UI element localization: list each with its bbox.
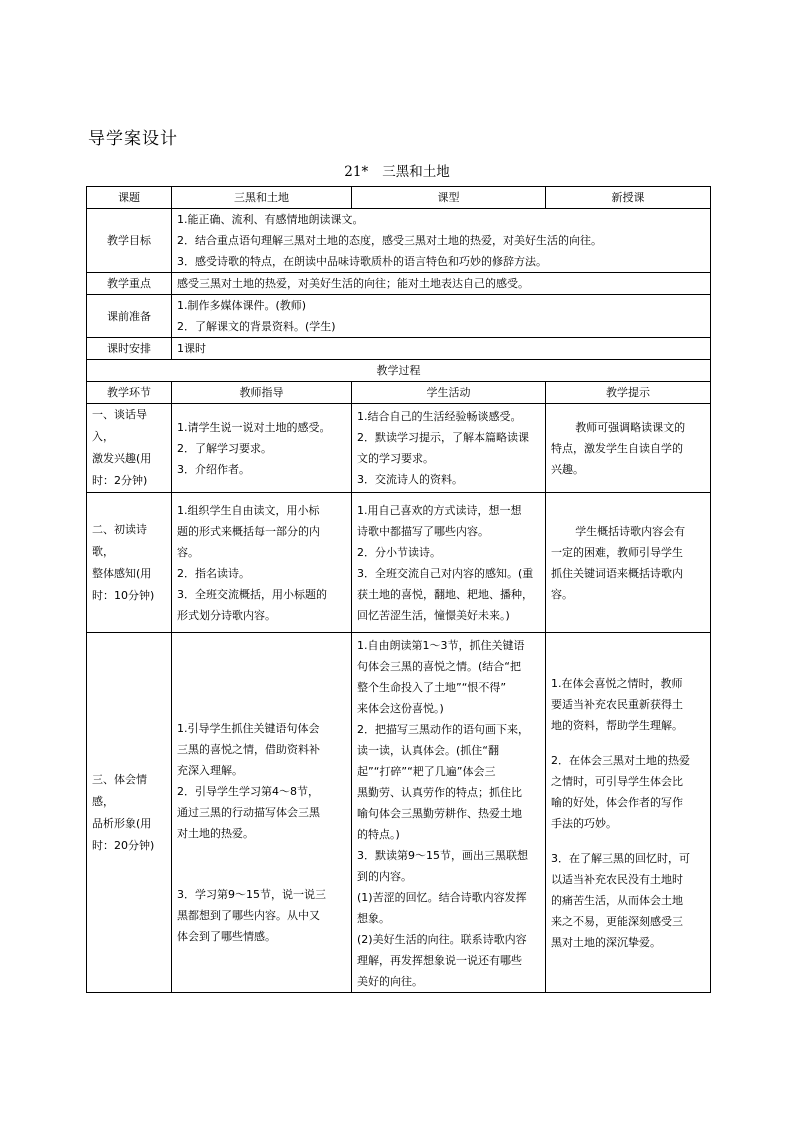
process-row xyxy=(87,493,711,633)
hint-line: 地的资料，帮助学生理解。 xyxy=(551,718,683,732)
student-line: 3．交流诗人的资料。 xyxy=(357,473,463,486)
lesson-name: 三黑和土地 xyxy=(382,164,450,180)
teacher-cell xyxy=(172,404,352,493)
student-line: 3．默读第9～15节，画出三黑联想 xyxy=(357,849,528,862)
process-header-row xyxy=(87,382,711,404)
hint-line: 要适当补充农民重新获得土 xyxy=(551,697,683,711)
student-line: 2．默读学习提示，了解本篇略读课 xyxy=(357,431,529,444)
hint-line: 喻的好处，体会作者的写作 xyxy=(551,795,683,809)
stage-line: 时：20分钟) xyxy=(92,838,155,852)
prep-list xyxy=(172,295,711,338)
hours-label: 课时安排 xyxy=(87,338,172,360)
student-line: 1.结合自己的生活经验畅谈感受。 xyxy=(357,410,522,423)
header-student: 学生活动 xyxy=(352,382,546,404)
stage-line: 时：10分钟) xyxy=(92,588,155,602)
info-row-prep xyxy=(87,295,711,338)
goals-label: 教学目标 xyxy=(87,209,172,273)
process-title-row xyxy=(87,360,711,382)
student-line: 2．分小节读诗。 xyxy=(357,545,441,559)
goal-item: 2．结合重点语句理解三黑对土地的态度，感受三黑对土地的热爱，对美好生活的向往。 xyxy=(177,234,602,247)
teacher-line: 3．介绍作者。 xyxy=(177,462,250,476)
teacher-line: 三黑的喜悦之情，借助资料补 xyxy=(177,743,320,756)
prep-item: 1.制作多媒体课件。(教师) xyxy=(177,299,307,312)
hint-cell xyxy=(546,633,711,993)
teacher-line: 1.组织学生自由读文，用小标 xyxy=(177,503,320,517)
student-line: 整个生命投入了土地”“恨不得” xyxy=(357,681,507,694)
lesson-plan-table xyxy=(86,186,711,993)
teacher-line: 题的形式来概括每一部分的内 xyxy=(177,524,320,538)
hint-cell xyxy=(546,493,711,633)
teacher-line: 2．了解学习要求。 xyxy=(177,441,272,455)
student-line: 到的内容。 xyxy=(357,870,412,883)
teacher-line: 1.引导学生抓住关键语句体会 xyxy=(177,722,320,735)
student-line: 2．把描写三黑动作的语句画下来， xyxy=(357,723,529,736)
teacher-line: 2．指名读诗。 xyxy=(177,566,250,580)
stage-cell xyxy=(87,404,172,493)
type-label: 课型 xyxy=(352,187,546,209)
student-line: 诗歌中都描写了哪些内容。 xyxy=(357,524,489,538)
student-cell xyxy=(352,404,546,493)
student-line: 1.自由朗读第1～3节，抓住关键语 xyxy=(357,639,525,652)
hint-line: 手法的巧妙。 xyxy=(551,816,617,830)
teacher-cell xyxy=(172,493,352,633)
hint-line: 2．在体会三黑对土地的热爱 xyxy=(551,753,690,767)
student-line: 文的学习要求。 xyxy=(357,452,434,465)
hint-line: 的痛苦生活，从而体会土地 xyxy=(551,893,683,907)
student-line: 来体会这份喜悦。) xyxy=(357,702,444,715)
document-heading: 导学案设计 xyxy=(88,129,178,149)
student-line: (2)美好生活的向往。联系诗歌内容 xyxy=(357,933,527,946)
student-line: (1)苦涩的回忆。结合诗歌内容发挥 xyxy=(357,891,527,904)
hint-block xyxy=(551,750,705,834)
hint-cell xyxy=(546,404,711,493)
stage-line: 整体感知(用 xyxy=(92,566,152,580)
hint-line: 一定的困难，教师引导学生 xyxy=(551,545,683,559)
hint-line: 兴趣。 xyxy=(551,462,584,476)
hint-line: 1.在体会喜悦之情时，教师 xyxy=(551,676,683,690)
student-line: 想象。 xyxy=(357,912,390,925)
focus-value: 感受三黑对土地的热爱，对美好生活的向往；能对土地表达自己的感受。 xyxy=(172,273,711,295)
hint-line: 黑对土地的深沉挚爱。 xyxy=(551,935,661,949)
focus-label: 教学重点 xyxy=(87,273,172,295)
lesson-title xyxy=(0,160,794,180)
prep-label: 课前准备 xyxy=(87,295,172,338)
process-title: 教学过程 xyxy=(87,360,711,382)
goals-list xyxy=(172,209,711,273)
teacher-line: 2．引导学生学习第4～8节， xyxy=(177,785,319,798)
header-stage: 教学环节 xyxy=(87,382,172,404)
student-line: 回忆苦涩生活，憧憬美好未来。) xyxy=(357,608,510,622)
hint-line: 教师可强调略读课文的 xyxy=(575,420,686,434)
student-line: 黑勤劳、认真劳作的特点；抓住比 xyxy=(357,786,522,799)
hint-line: 以适当补充农民没有土地时 xyxy=(551,872,683,886)
topic-label: 课题 xyxy=(87,187,172,209)
process-row xyxy=(87,404,711,493)
hint-line: 特点，激发学生自读自学的 xyxy=(551,441,683,455)
type-value: 新授课 xyxy=(546,187,711,209)
student-line: 3．全班交流自己对内容的感知。(重 xyxy=(357,566,534,580)
teacher-line: 容。 xyxy=(177,545,199,559)
hint-line: 3．在了解三黑的回忆时，可 xyxy=(551,851,690,865)
stage-line: 品析形象(用 xyxy=(92,816,152,830)
stage-line: 二、初读诗歌， xyxy=(92,522,147,558)
hint-line: 之情时，可引导学生体会比 xyxy=(551,774,683,788)
hint-line: 容。 xyxy=(551,587,573,601)
stage-line: 时：2分钟) xyxy=(92,474,148,487)
teacher-cell xyxy=(172,633,352,993)
student-line: 理解，再发挥想象说一说还有哪些 xyxy=(357,954,522,967)
student-line: 美好的向往。 xyxy=(357,975,423,988)
student-cell xyxy=(352,633,546,993)
teacher-line: 形式划分诗歌内容。 xyxy=(177,608,276,622)
student-line: 的特点。) xyxy=(357,828,400,841)
goal-item: 1.能正确、流利、有感情地朗读课文。 xyxy=(177,213,364,226)
teacher-line: 通过三黑的行动描写体会三黑 xyxy=(177,806,320,819)
hint-block xyxy=(551,673,705,736)
topic-value: 三黑和土地 xyxy=(172,187,352,209)
info-row-focus xyxy=(87,273,711,295)
info-row-topic xyxy=(87,187,711,209)
teacher-line: 体会到了哪些情感。 xyxy=(177,930,276,943)
teacher-line: 1.请学生说一说对土地的感受。 xyxy=(177,420,331,434)
header-teacher: 教师指导 xyxy=(172,382,352,404)
stage-line: 一、谈话导入， xyxy=(92,408,147,443)
hint-block xyxy=(551,848,705,953)
header-hint: 教学提示 xyxy=(546,382,711,404)
student-line: 句体会三黑的喜悦之情。(结合“把 xyxy=(357,660,521,673)
hint-line: 来之不易，更能深刻感受三 xyxy=(551,914,683,928)
teacher-line: 黑都想到了哪些内容。从中又 xyxy=(177,909,320,922)
info-row-goals xyxy=(87,209,711,273)
stage-line: 激发兴趣(用 xyxy=(92,452,152,465)
student-line: 起”“打碎”“耙了几遍”体会三 xyxy=(357,765,496,778)
goal-item: 3．感受诗歌的特点，在朗读中品味诗歌质朴的语言特色和巧妙的修辞方法。 xyxy=(177,255,547,268)
student-cell xyxy=(352,493,546,633)
student-line: 获土地的喜悦，翻地、耙地、播种， xyxy=(357,587,533,601)
teacher-line: 3．学习第9～15节，说一说三 xyxy=(177,888,326,901)
student-line: 喻句体会三黑勤劳耕作、热爱土地 xyxy=(357,807,522,820)
hint-line: 抓住关键词语来概括诗歌内 xyxy=(551,566,683,580)
teacher-line: 充深入理解。 xyxy=(177,764,243,777)
lesson-number: 21* xyxy=(344,164,369,180)
stage-cell xyxy=(87,633,172,993)
process-row xyxy=(87,633,711,993)
stage-line: 三、体会情感， xyxy=(92,772,147,808)
stage-cell xyxy=(87,493,172,633)
info-row-hours xyxy=(87,338,711,360)
teacher-line: 对土地的热爱。 xyxy=(177,827,254,840)
hours-value: 1课时 xyxy=(172,338,711,360)
student-line: 读一读，认真体会。(抓住“翻 xyxy=(357,744,499,757)
teacher-block xyxy=(177,718,346,844)
prep-item: 2．了解课文的背景资料。(学生) xyxy=(177,320,336,333)
student-line: 1.用自己喜欢的方式读诗，想一想 xyxy=(357,503,522,517)
hint-line: 学生概括诗歌内容会有 xyxy=(575,524,686,538)
teacher-block xyxy=(177,884,346,947)
teacher-line: 3．全班交流概括，用小标题的 xyxy=(177,587,327,601)
